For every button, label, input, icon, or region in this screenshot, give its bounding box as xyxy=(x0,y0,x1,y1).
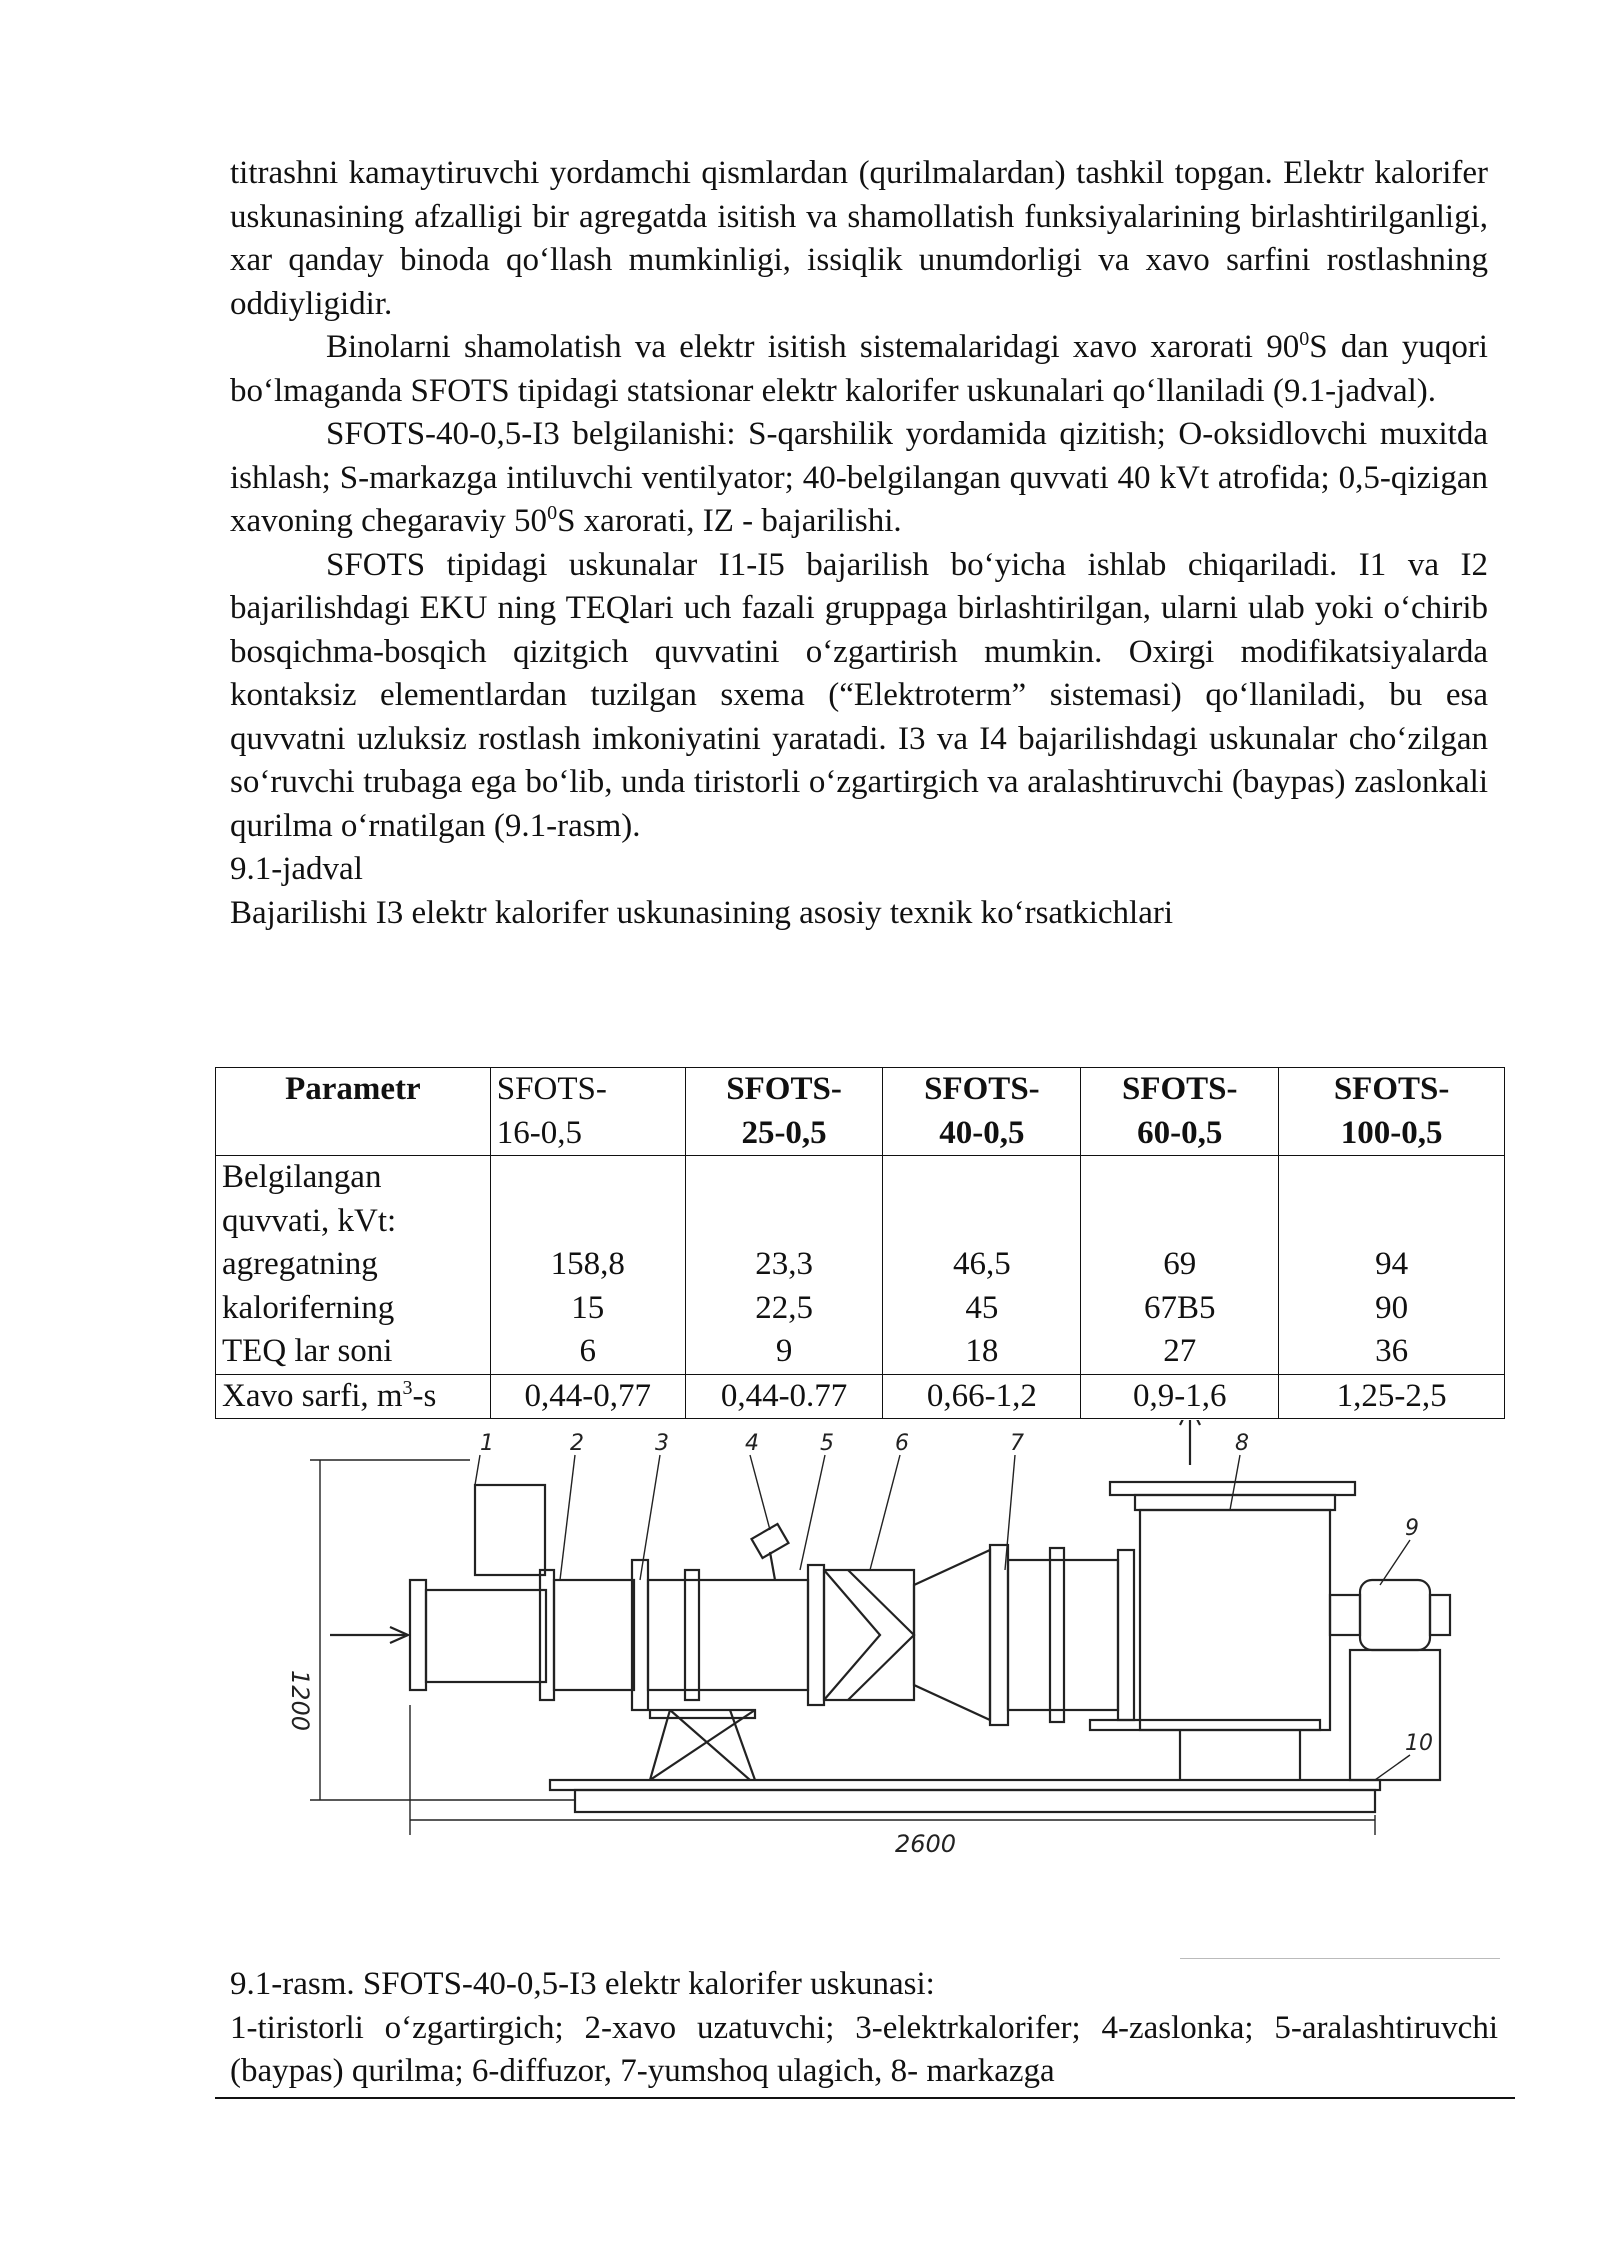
header-col-4-line-2: 60-0,5 xyxy=(1137,1114,1223,1151)
header-col-4 xyxy=(1081,1068,1279,1156)
header-col-1-line-1: SFOTS- xyxy=(496,1071,607,1107)
header-col-2-line-1: SFOTS- xyxy=(726,1071,842,1107)
header-col-5 xyxy=(1279,1068,1505,1156)
part-number: 9 xyxy=(1405,1516,1419,1541)
length-dimension: 2600 xyxy=(895,1830,957,1858)
cell-value: 18 xyxy=(965,1333,999,1369)
header-col-2 xyxy=(685,1068,883,1156)
row-1-col-3 xyxy=(883,1156,1081,1375)
paragraph-2-text-b: S dan yuqori bo‘lmaganda SFOTS tipidagi statsionar elektr kalorifer uskunalari qo‘llaniladi (9.1-jadval). xyxy=(230,329,1488,409)
row-1-col-1 xyxy=(490,1156,685,1375)
cell-value: 90 xyxy=(1375,1289,1409,1326)
paragraph-2-text-a: Binolarni shamolatish va elektr isitish sistemalaridagi xavo xarorati 90 xyxy=(326,329,1300,365)
row-2-label xyxy=(216,1374,491,1419)
table-row xyxy=(216,1374,1505,1419)
table-row xyxy=(216,1156,1505,1375)
part-number: 6 xyxy=(895,1431,909,1456)
figure-caption xyxy=(230,1963,1498,2094)
row-2-col-4: 0,9-1,6 xyxy=(1081,1374,1279,1419)
row-2-col-2: 0,44-0.77 xyxy=(685,1374,883,1419)
base-frame xyxy=(575,1790,1375,1812)
base-top xyxy=(550,1780,1380,1790)
paragraph-3 xyxy=(230,413,1488,544)
motor xyxy=(1360,1580,1430,1650)
part-number: 10 xyxy=(1405,1731,1433,1756)
paragraph-4: SFOTS tipidagi uskunalar I1-I5 bajarilish bo‘yicha ishlab chiqariladi. I1 va I2 bajarilishdagi EKU ning TEQlari uch fazali gruppaga birlashtirilgan, ularni ulab yoki o‘chirib bosqichma-bosqich qizitgich quvvatini o‘zgartirish mumkin. Oxirgi modifikatsiyalarda kontaksiz elementlardan tuzilgan sxema (“Elektroterm” sistemasi) qo‘llaniladi, bu esa quvvatni uzluksiz rostlash imkoniyatini yaratadi. I3 va I4 bajarilishdagi uskunalar cho‘zilgan so‘ruvchi trubaga ega bo‘lib, unda tiristorli o‘zgartirgich va aralashtiruvchi (baypas) zaslonkali qurilma o‘rnatilgan (9.1-rasm). xyxy=(230,546,1488,844)
header-col-5-line-1: SFOTS- xyxy=(1333,1071,1450,1107)
paragraph-2 xyxy=(230,326,1488,413)
caption-legend: 1-tiristorli o‘zgartirgich; 2-xavo uzatuvchi; 3-elektrkalorifer; 4-zaslonka; 5-aralashtiruvchi (baypas) qurilma; 6-diffuzor, 7-yumshoq ulagich, 8- markazga xyxy=(230,2009,1498,2089)
header-col-2-line-2: 25-0,5 xyxy=(741,1114,827,1151)
heater-ring xyxy=(685,1570,699,1700)
row-2-label-superscript: 3 xyxy=(402,1376,413,1399)
table-title: Bajarilishi I3 elektr kalorifer uskunasining asosiy texnik ko‘rsatkichlari xyxy=(230,894,1174,931)
specs-table xyxy=(215,1067,1505,1419)
header-parametr: Parametr xyxy=(216,1068,491,1156)
paragraph-1: titrashni kamaytiruvchi yordamchi qismlardan (qurilmalardan) tashkil topgan. Elektr kalorifer uskunasining afzalligi bir agregatda isitish va shamollatish funksiyalarining birlashtirilganligi, xar qanday binoda qo‘llash mumkinligi, issiqlik unumdorligi va xavo sarfini rostlashning oddiyligidir. xyxy=(230,155,1488,322)
row-2-label-text-b: -s xyxy=(412,1377,437,1414)
part-number: 7 xyxy=(1010,1431,1024,1456)
inlet-flange xyxy=(410,1580,426,1690)
header-col-3-line-1: SFOTS- xyxy=(924,1071,1040,1107)
heater-body xyxy=(648,1580,808,1690)
body-text xyxy=(230,152,1488,935)
part-number: 2 xyxy=(570,1431,584,1456)
row-1-label-line-5: TEQ lar soni xyxy=(222,1333,393,1369)
cell-value: 46,5 xyxy=(953,1246,1011,1282)
header-col-3 xyxy=(883,1068,1081,1156)
part-number: 1 xyxy=(480,1431,494,1456)
page-bottom-rule xyxy=(215,2097,1515,2099)
cell-value: 45 xyxy=(965,1289,999,1326)
header-col-5-line-2: 100-0,5 xyxy=(1340,1114,1443,1151)
diffuser xyxy=(914,1550,990,1720)
cell-value: 23,3 xyxy=(755,1246,813,1282)
header-col-1-line-2: 16-0,5 xyxy=(496,1114,583,1151)
part-number: 4 xyxy=(745,1431,759,1456)
heater-unit-drawing xyxy=(230,1420,1520,1860)
row-1-col-2 xyxy=(685,1156,883,1375)
paragraph-2-superscript: 0 xyxy=(1299,328,1310,350)
part-number: 5 xyxy=(820,1431,834,1456)
header-col-4-line-1: SFOTS- xyxy=(1121,1071,1238,1107)
cell-value: 15 xyxy=(571,1289,605,1326)
cell-value: 67B5 xyxy=(1143,1289,1216,1326)
caption-title: 9.1-rasm. SFOTS-40-0,5-I3 elektr kalorifer uskunasi: xyxy=(230,1966,935,2002)
divider xyxy=(1180,1958,1500,1959)
row-1-col-5 xyxy=(1279,1156,1505,1375)
fan-housing xyxy=(1140,1510,1330,1730)
row-1-label xyxy=(216,1156,491,1375)
part-number: 8 xyxy=(1235,1431,1249,1456)
row-1-label-line-4: kaloriferning xyxy=(222,1289,395,1326)
paragraph-3-superscript: 0 xyxy=(547,502,558,524)
motor-stand xyxy=(1350,1650,1440,1780)
cell-value: 158,8 xyxy=(550,1246,625,1282)
thyristor-box xyxy=(475,1485,545,1575)
table-header-row xyxy=(216,1068,1505,1156)
paragraph-3-text-a: SFOTS-40-0,5-I3 belgilanishi: S-qarshilik yordamida qizitish; O-oksidlovchi muxitda ishlash; S-markazga intiluvchi ventilyator; 40-belgilangan quvvati 40 kVt atrofida; 0,5-qizigan xavoning chegaraviy 50 xyxy=(230,416,1488,539)
cell-value: 36 xyxy=(1375,1333,1409,1369)
header-col-1 xyxy=(490,1068,685,1156)
inlet-pipe xyxy=(426,1590,546,1682)
cell-value: 94 xyxy=(1375,1246,1409,1282)
cell-value: 22,5 xyxy=(755,1289,813,1326)
row-2-col-1: 0,44-0,77 xyxy=(490,1374,685,1419)
flange xyxy=(1118,1550,1134,1720)
row-1-label-line-3: agregatning xyxy=(222,1246,378,1282)
row-1-label-line-1: Belgilangan xyxy=(222,1159,382,1195)
row-2-col-5: 1,25-2,5 xyxy=(1279,1374,1505,1419)
flange xyxy=(990,1545,1008,1725)
row-2-col-3: 0,66-1,2 xyxy=(883,1374,1081,1419)
cell-value: 9 xyxy=(775,1333,793,1369)
cell-value: 6 xyxy=(579,1333,596,1369)
row-1-label-line-2: quvvati, kVt: xyxy=(222,1202,397,1239)
table-label: 9.1-jadval xyxy=(230,851,363,887)
header-col-3-line-2: 40-0,5 xyxy=(939,1114,1025,1151)
height-dimension: 1200 xyxy=(286,1670,314,1732)
cell-value: 69 xyxy=(1163,1246,1197,1282)
paragraph-3-text-b: S xarorati, IZ - bajarilishi. xyxy=(557,503,902,539)
flange xyxy=(808,1565,824,1705)
row-2-label-text-a: Xavo sarfi, m xyxy=(222,1377,403,1414)
row-1-col-4 xyxy=(1081,1156,1279,1375)
cell-value: 27 xyxy=(1163,1333,1197,1369)
air-duct xyxy=(554,1580,634,1690)
part-number: 3 xyxy=(655,1431,669,1456)
